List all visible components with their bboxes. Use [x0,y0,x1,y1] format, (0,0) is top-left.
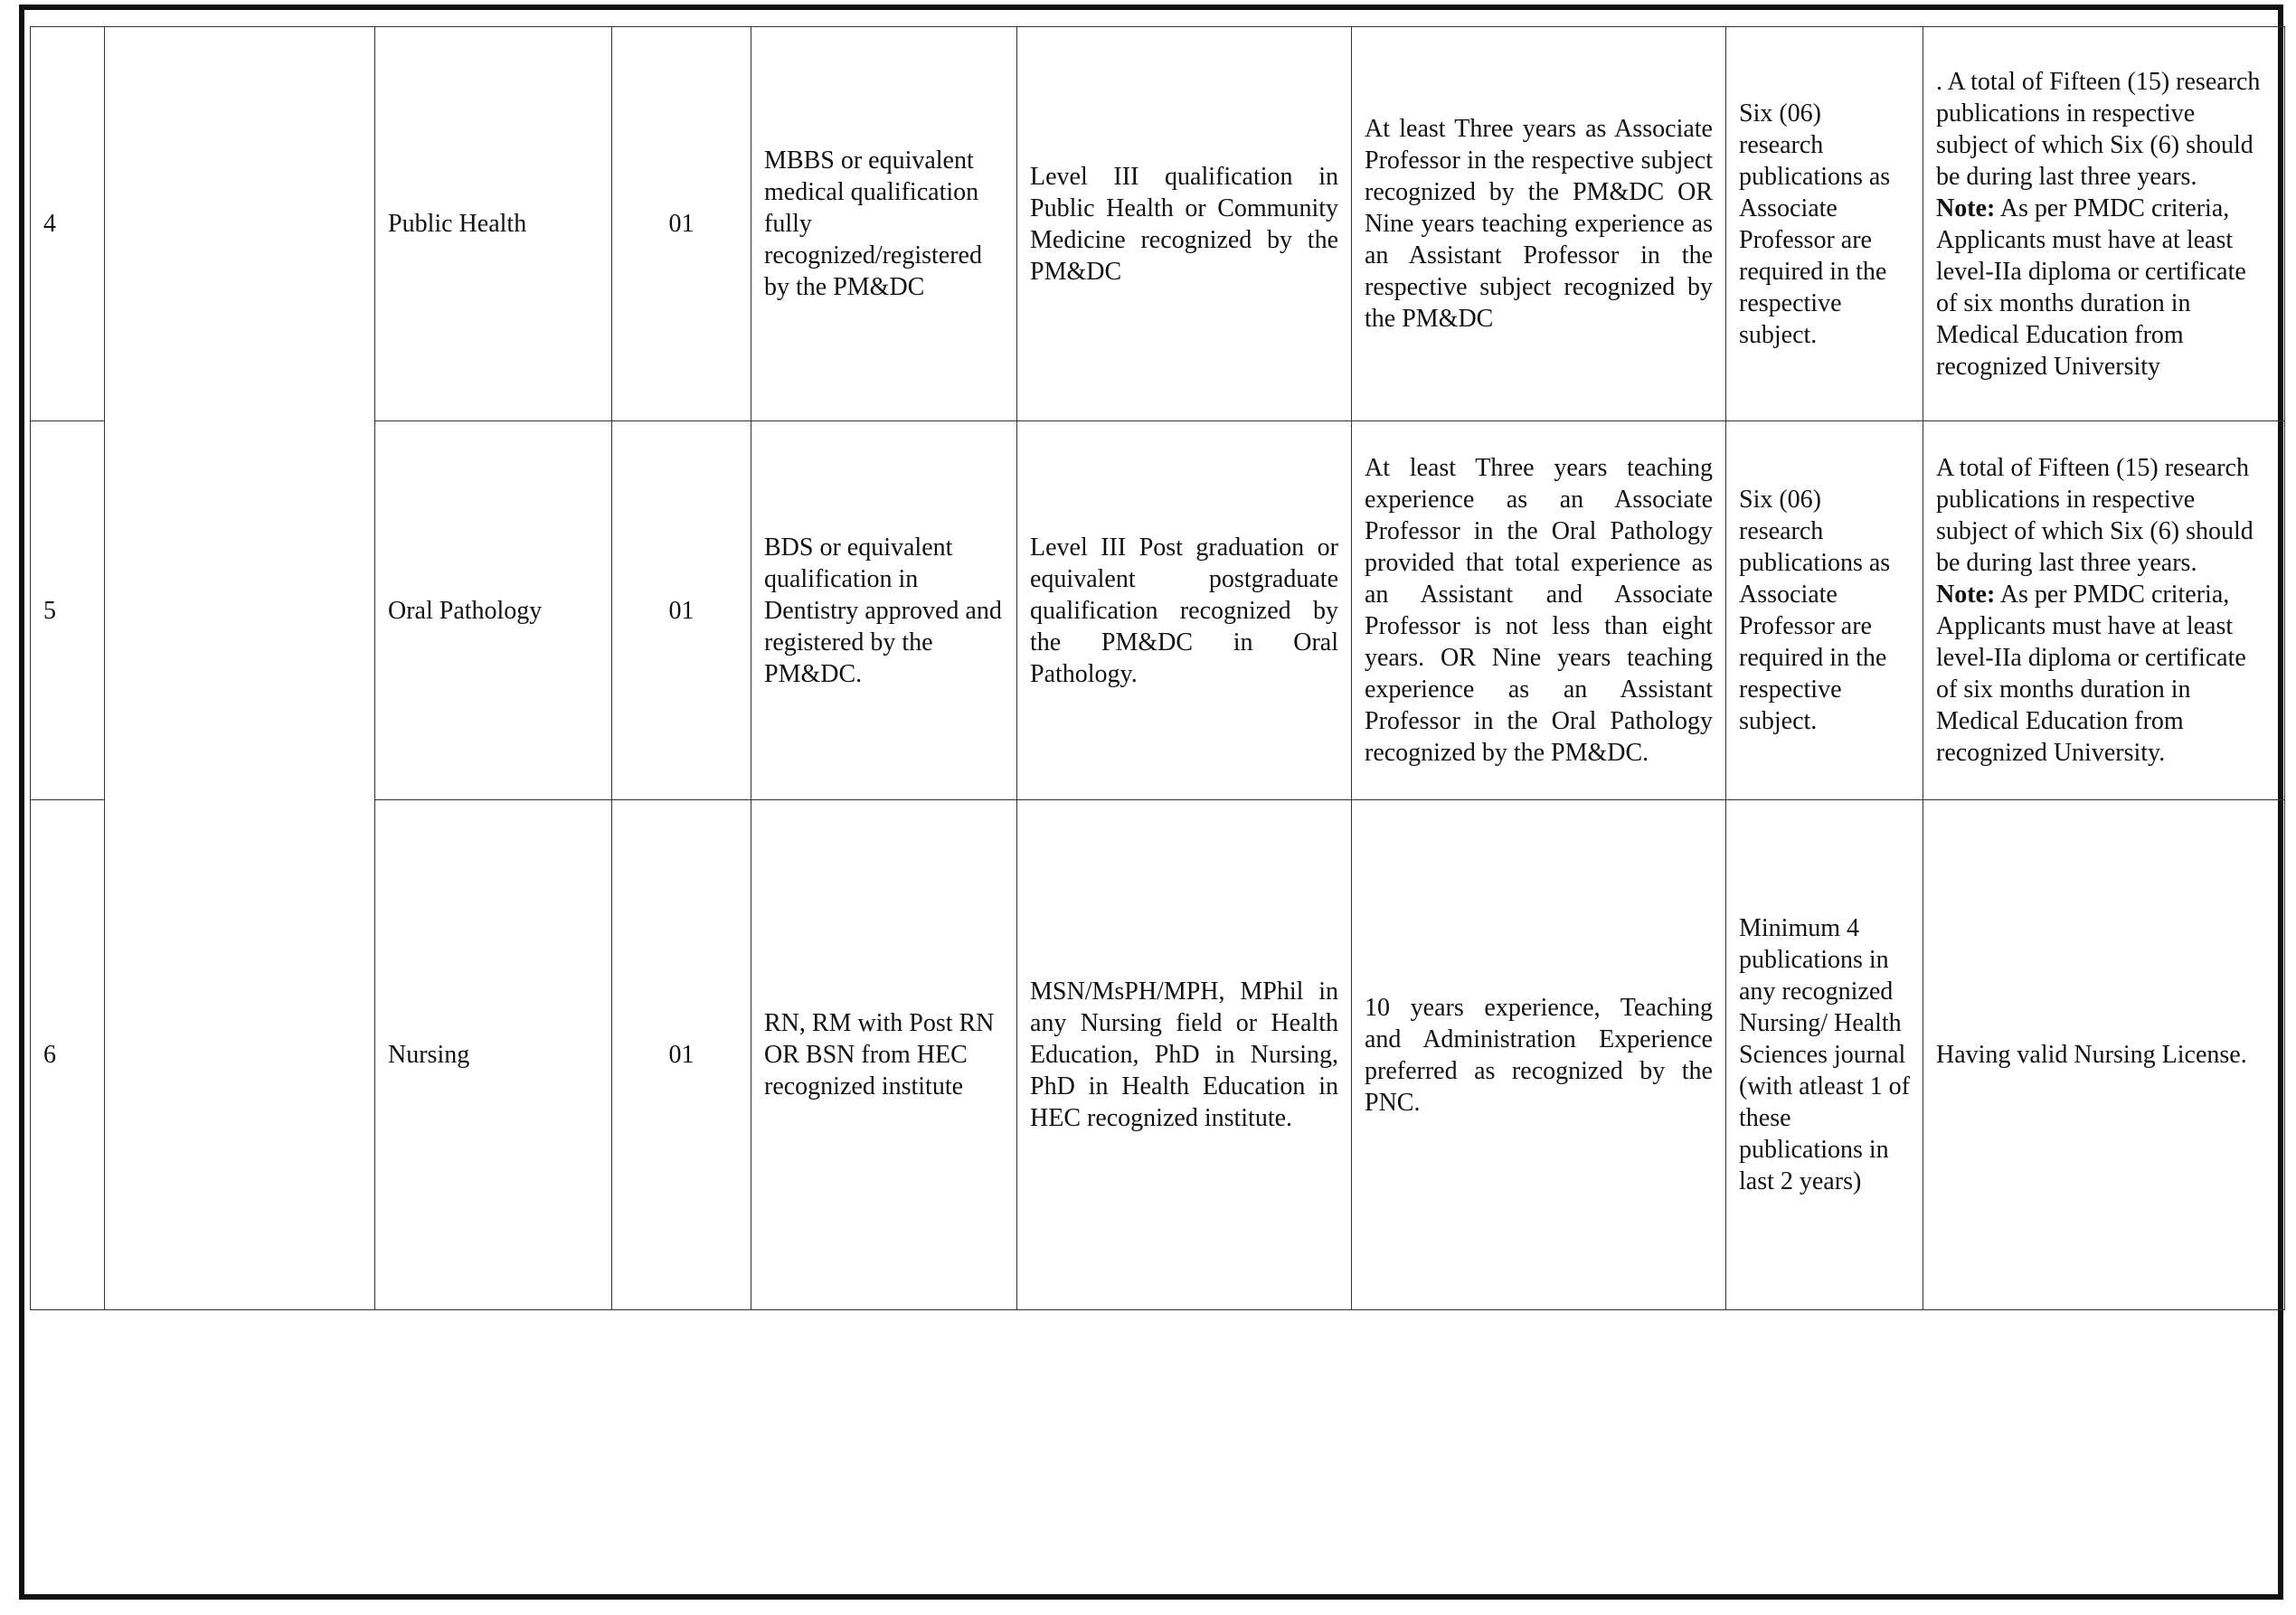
posts-cell: 01 [612,421,751,800]
note-label: Note: [1936,581,1996,609]
basic-qualification-cell: BDS or equivalent qualification in Dentistry approved and registered by the PM&DC. [751,421,1017,800]
note-label: Note: [1936,194,1996,222]
remarks-cell [1923,800,2285,1310]
basic-qualification-cell: RN, RM with Post RN OR BSN from HEC recognized institute [751,800,1017,1310]
department-cell [105,27,375,1310]
experience-cell: At least Three years as Associate Professor in the respective subject recognized by the PM&DC OR Nine years teaching experience as an Assistant Professor in the respective subject recognized by the PM&DC [1352,27,1726,421]
subject-cell: Nursing [375,800,612,1310]
serial-number-cell: 4 [31,27,105,421]
table-row [31,27,2285,421]
higher-qualification-cell: Level III Post graduation or equivalent postgraduate qualification recognized by the PM&DC in Oral Pathology. [1017,421,1352,800]
remarks-note [1936,579,2272,769]
note-text: As per PMDC criteria, Applicants must have at least level-IIa diploma or certificate of six months duration in Medical Education from recognized University [1936,194,2246,381]
remarks-cell [1923,27,2285,421]
research-cell: Minimum 4 publications in any recognized Nursing/ Health Sciences journal (with atleast 1 of these publications in last 2 years) [1726,800,1923,1310]
remarks-text: Having valid Nursing License. [1936,1041,2247,1069]
posts-cell: 01 [612,27,751,421]
basic-qualification-cell: MBBS or equivalent medical qualification fully recognized/registered by the PM&DC [751,27,1017,421]
page-frame [19,5,2283,1600]
requirements-table [30,26,2285,1310]
remarks-text: A total of Fifteen (15) research publications in respective subject of which Six (6) should be during last three years. [1936,454,2253,577]
posts-cell: 01 [612,800,751,1310]
serial-number-cell: 6 [31,800,105,1310]
subject-cell: Public Health [375,27,612,421]
subject-cell: Oral Pathology [375,421,612,800]
remarks-note [1936,193,2272,382]
experience-cell: At least Three years teaching experience as an Associate Professor in the Oral Pathology provided that total experience as an Assistant and Associate Professor is not less than eight years. OR Nine years teaching experience as an Assistant Professor in the Oral Pathology recognized by the PM&DC. [1352,421,1726,800]
research-cell: Six (06) research publications as Associate Professor are required in the respective subject. [1726,27,1923,421]
serial-number-cell: 5 [31,421,105,800]
remarks-text: . A total of Fifteen (15) research publications in respective subject of which Six (6) should be during last three years. [1936,67,2261,191]
remarks-cell [1923,421,2285,800]
research-cell: Six (06) research publications as Associate Professor are required in the respective subject. [1726,421,1923,800]
higher-qualification-cell: Level III qualification in Public Health or Community Medicine recognized by the PM&DC [1017,27,1352,421]
note-text: As per PMDC criteria, Applicants must have at least level-IIa diploma or certificate of six months duration in Medical Education from recognized University. [1936,581,2246,767]
higher-qualification-cell: MSN/MsPH/MPH, MPhil in any Nursing field or Health Education, PhD in Nursing, PhD in Health Education in HEC recognized institute. [1017,800,1352,1310]
experience-cell: 10 years experience, Teaching and Administration Experience preferred as recognized by the PNC. [1352,800,1726,1310]
